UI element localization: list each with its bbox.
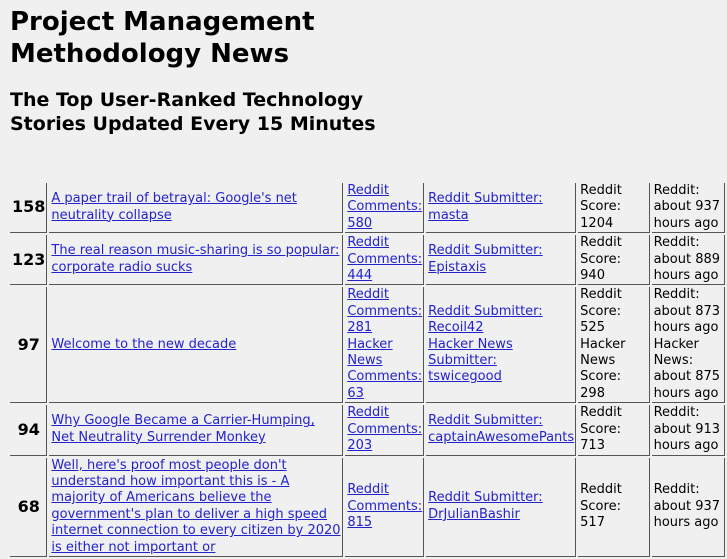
story-title-link[interactable]: Well, here's proof most people don't understand how important this is - A majority of Americans believe the government's plan to deliver a high speed internet connection to every citizen by 2020 is either not important or <box>51 457 341 555</box>
reddit-score: Reddit Score: 525 <box>580 287 622 336</box>
reddit-score: Reddit Score: 517 <box>580 482 622 530</box>
story-title-link[interactable]: A paper trail of betrayal: Google's net neutrality collapse <box>51 191 297 223</box>
story-score-cell <box>578 287 649 403</box>
table-row <box>10 405 725 455</box>
story-score-cell <box>578 405 649 455</box>
stories-table-body <box>10 183 725 557</box>
story-submitter-cell <box>426 458 576 557</box>
reddit-submitter-link[interactable]: Reddit Submitter: DrJulianBashir <box>428 490 543 522</box>
hacker-news-comments-link[interactable]: Hacker News Comments: 63 <box>347 336 423 401</box>
story-title-cell <box>49 458 343 557</box>
story-submitter-cell <box>426 405 576 455</box>
table-row <box>10 458 725 557</box>
story-title-cell <box>49 405 343 455</box>
reddit-submitter-link[interactable]: Reddit Submitter: masta <box>428 191 543 223</box>
stories-table <box>8 181 727 559</box>
reddit-submitter-link[interactable]: Reddit Submitter: Recoil42 <box>428 303 543 336</box>
story-submitter-cell <box>426 287 576 403</box>
story-title-cell <box>49 287 343 403</box>
story-rank: 123 <box>10 235 47 285</box>
table-row <box>10 235 725 285</box>
story-score-cell <box>578 235 649 285</box>
reddit-comments-link[interactable]: Reddit Comments: 203 <box>347 405 423 454</box>
table-row <box>10 287 725 403</box>
reddit-age: Reddit: about 889 hours ago <box>653 235 721 284</box>
story-title-link[interactable]: Welcome to the new decade <box>51 336 237 352</box>
story-title-cell <box>49 235 343 285</box>
reddit-score: Reddit Score: 940 <box>580 235 622 284</box>
reddit-age: Reddit: about 873 hours ago <box>653 287 721 336</box>
hacker-news-score: Hacker News Score: 298 <box>580 336 626 401</box>
reddit-comments-link[interactable]: Reddit Comments: 444 <box>347 235 423 284</box>
story-comments-cell <box>345 458 424 557</box>
story-submitter-cell <box>426 183 576 233</box>
story-title-cell <box>49 183 343 233</box>
table-row <box>10 183 725 233</box>
story-age-cell <box>652 405 725 455</box>
story-score-cell <box>578 183 649 233</box>
reddit-score: Reddit Score: 713 <box>580 405 622 454</box>
story-comments-cell <box>345 235 424 285</box>
story-age-cell <box>652 458 725 557</box>
story-rank: 97 <box>10 287 47 403</box>
story-rank: 158 <box>10 183 47 233</box>
story-age-cell <box>652 235 725 285</box>
story-comments-cell <box>345 183 424 233</box>
reddit-submitter-link[interactable]: Reddit Submitter: Epistaxis <box>428 243 543 275</box>
reddit-age: Reddit: about 937 hours ago <box>653 482 721 530</box>
story-age-cell <box>652 183 725 233</box>
story-submitter-cell <box>426 235 576 285</box>
story-comments-cell <box>345 287 424 403</box>
story-rank: 68 <box>10 458 47 557</box>
page-title: Project Management Methodology News <box>10 7 315 69</box>
reddit-submitter-link[interactable]: Reddit Submitter: captainAwesomePants <box>428 413 575 445</box>
story-age-cell <box>652 287 725 403</box>
reddit-age: Reddit: about 913 hours ago <box>653 405 721 454</box>
reddit-comments-link[interactable]: Reddit Comments: 281 <box>347 287 423 336</box>
reddit-comments-link[interactable]: Reddit Comments: 580 <box>347 183 423 231</box>
reddit-age: Reddit: about 937 hours ago <box>653 183 721 231</box>
story-rank: 94 <box>10 405 47 455</box>
reddit-comments-link[interactable]: Reddit Comments: 815 <box>347 482 423 530</box>
reddit-score: Reddit Score: 1204 <box>580 183 622 231</box>
story-comments-cell <box>345 405 424 455</box>
hacker-news-submitter-link[interactable]: Hacker News Submitter: tswicegood <box>428 336 513 385</box>
hacker-news-age: Hacker News: about 875 hours ago <box>653 336 721 401</box>
story-title-link[interactable]: The real reason music-sharing is so popular: corporate radio sucks <box>51 243 340 275</box>
story-title-link[interactable]: Why Google Became a Carrier-Humping, Net Neutrality Surrender Monkey <box>51 413 315 445</box>
page-subtitle: The Top User-Ranked Technology Stories Updated Every 15 Minutes <box>10 89 376 135</box>
story-score-cell <box>578 458 649 557</box>
